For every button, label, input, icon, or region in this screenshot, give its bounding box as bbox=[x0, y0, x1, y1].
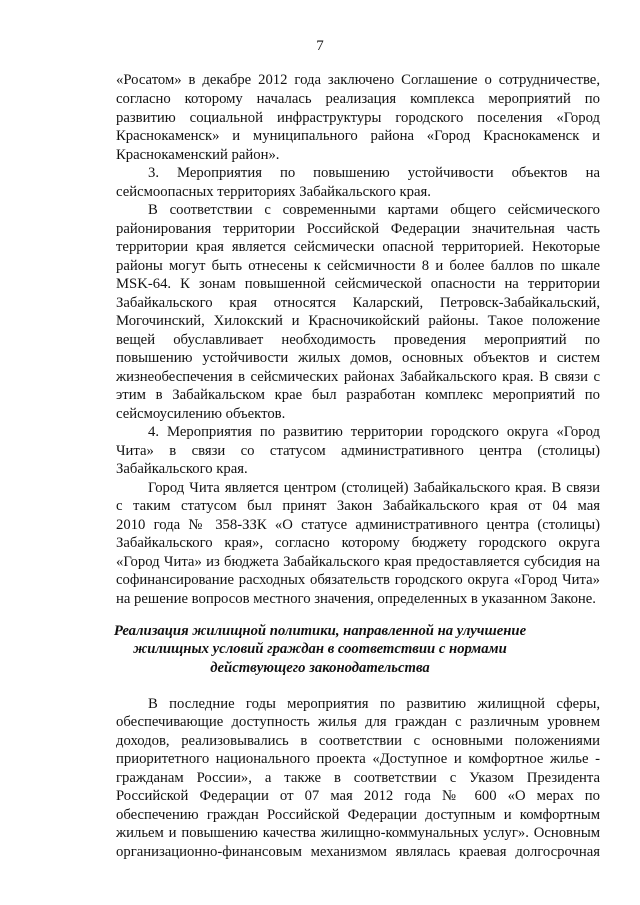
text-line: организационно-финансовым механизмом являлась краевая долгосрочная bbox=[116, 844, 600, 860]
heading-line: Реализация жилищной политики, направленной на улучшение bbox=[113, 623, 527, 639]
text-line: с таким статусом был принят Закон Забайкальского края от 04 мая bbox=[116, 498, 600, 514]
text-line: жильем и повышению качества жилищно-коммунальных услуг». Основным bbox=[116, 825, 600, 841]
text-line: MSK-64. К зонам повышенной сейсмической опасности на территории bbox=[116, 276, 600, 292]
text-line: районы могут быть отнесены к сейсмичности 8 и более баллов по шкале bbox=[116, 258, 600, 274]
text-line: 4. Мероприятия по развитию территории городского округа «Город bbox=[148, 424, 600, 440]
text-line: сейсмоопасных территориях Забайкальского края. bbox=[116, 184, 431, 200]
text-line: Краснокаменск» и муниципального района «Город Краснокаменск и bbox=[116, 128, 600, 144]
text-line: софинансирование расходных обязательств городского округа «Город Чита» bbox=[116, 572, 600, 588]
text-line: 2010 года № 358-ЗЗК «О статусе административного центра (столицы) bbox=[116, 517, 600, 533]
heading-line: жилищных условий граждан в соответствии с нормами bbox=[133, 641, 507, 657]
text-line: В соответствии с современными картами общего сейсмического bbox=[148, 202, 600, 218]
text-line: обеспечению граждан Российской Федерации доступным и комфортным bbox=[116, 807, 600, 823]
text-line: Забайкальского края относятся Каларский, Петровск-Забайкальский, bbox=[116, 295, 600, 311]
text-line: Забайкальского края. bbox=[116, 461, 248, 477]
text-line: доходов, реализовывались в соответствии с основными положениями bbox=[116, 733, 600, 749]
text-line: развитию социальной инфраструктуры городского поселения «Город bbox=[116, 110, 600, 126]
page-number: 7 bbox=[316, 38, 324, 54]
text-line: Город Чита является центром (столицей) Забайкальского края. В связи bbox=[148, 480, 600, 496]
text-line: сейсмоусилению объектов. bbox=[116, 406, 286, 422]
text-line: повышению устойчивости жилых домов, основных объектов и систем bbox=[116, 350, 600, 366]
text-line: районирования территории Российской Федерации значительная часть bbox=[116, 221, 600, 237]
text-line: гражданам России», а также в соответствии с Указом Президента bbox=[116, 770, 600, 786]
text-line: территории края является сейсмически опасной территорией. Некоторые bbox=[116, 239, 600, 255]
text-line: жизнеобеспечения в сейсмических районах Забайкальского края. В связи с bbox=[116, 369, 600, 385]
text-line: Чита» в связи со статусом административного центра (столицы) bbox=[116, 443, 600, 459]
text-line: Российской Федерации от 07 мая 2012 года № 600 «О мерах по bbox=[116, 788, 600, 804]
text-line: «Росатом» в декабре 2012 года заключено Соглашение о сотрудничестве, bbox=[116, 72, 600, 88]
text-line: приоритетного национального проекта «Доступное и комфортное жилье - bbox=[116, 751, 600, 767]
text-line: Могочинский, Хилокский и Красночикойский районы. Такое положение bbox=[116, 313, 600, 329]
text-line: «Город Чита» из бюджета Забайкальского края предоставляется субсидия на bbox=[116, 554, 600, 570]
text-line: согласно которому началась реализация комплекса мероприятий по bbox=[116, 91, 600, 107]
text-line: В последние годы мероприятия по развитию жилищной сферы, bbox=[148, 696, 600, 712]
text-line: обеспечивающие доступность жилья для граждан с различным уровнем bbox=[116, 714, 600, 730]
text-line: этим в Забайкальском крае был разработан комплекс мероприятий по bbox=[116, 387, 600, 403]
text-line: на решение вопросов местного значения, определенных в указанном Законе. bbox=[116, 591, 596, 607]
text-line: Забайкальского края», согласно которому бюджету городского округа bbox=[116, 535, 600, 551]
text-line: Краснокаменский район». bbox=[116, 147, 280, 163]
text-line: вещей обуславливает необходимость проведения мероприятий по bbox=[116, 332, 600, 348]
text-line: 3. Мероприятия по повышению устойчивости объектов на bbox=[148, 165, 600, 181]
heading-line: действующего законодательства bbox=[210, 660, 430, 676]
